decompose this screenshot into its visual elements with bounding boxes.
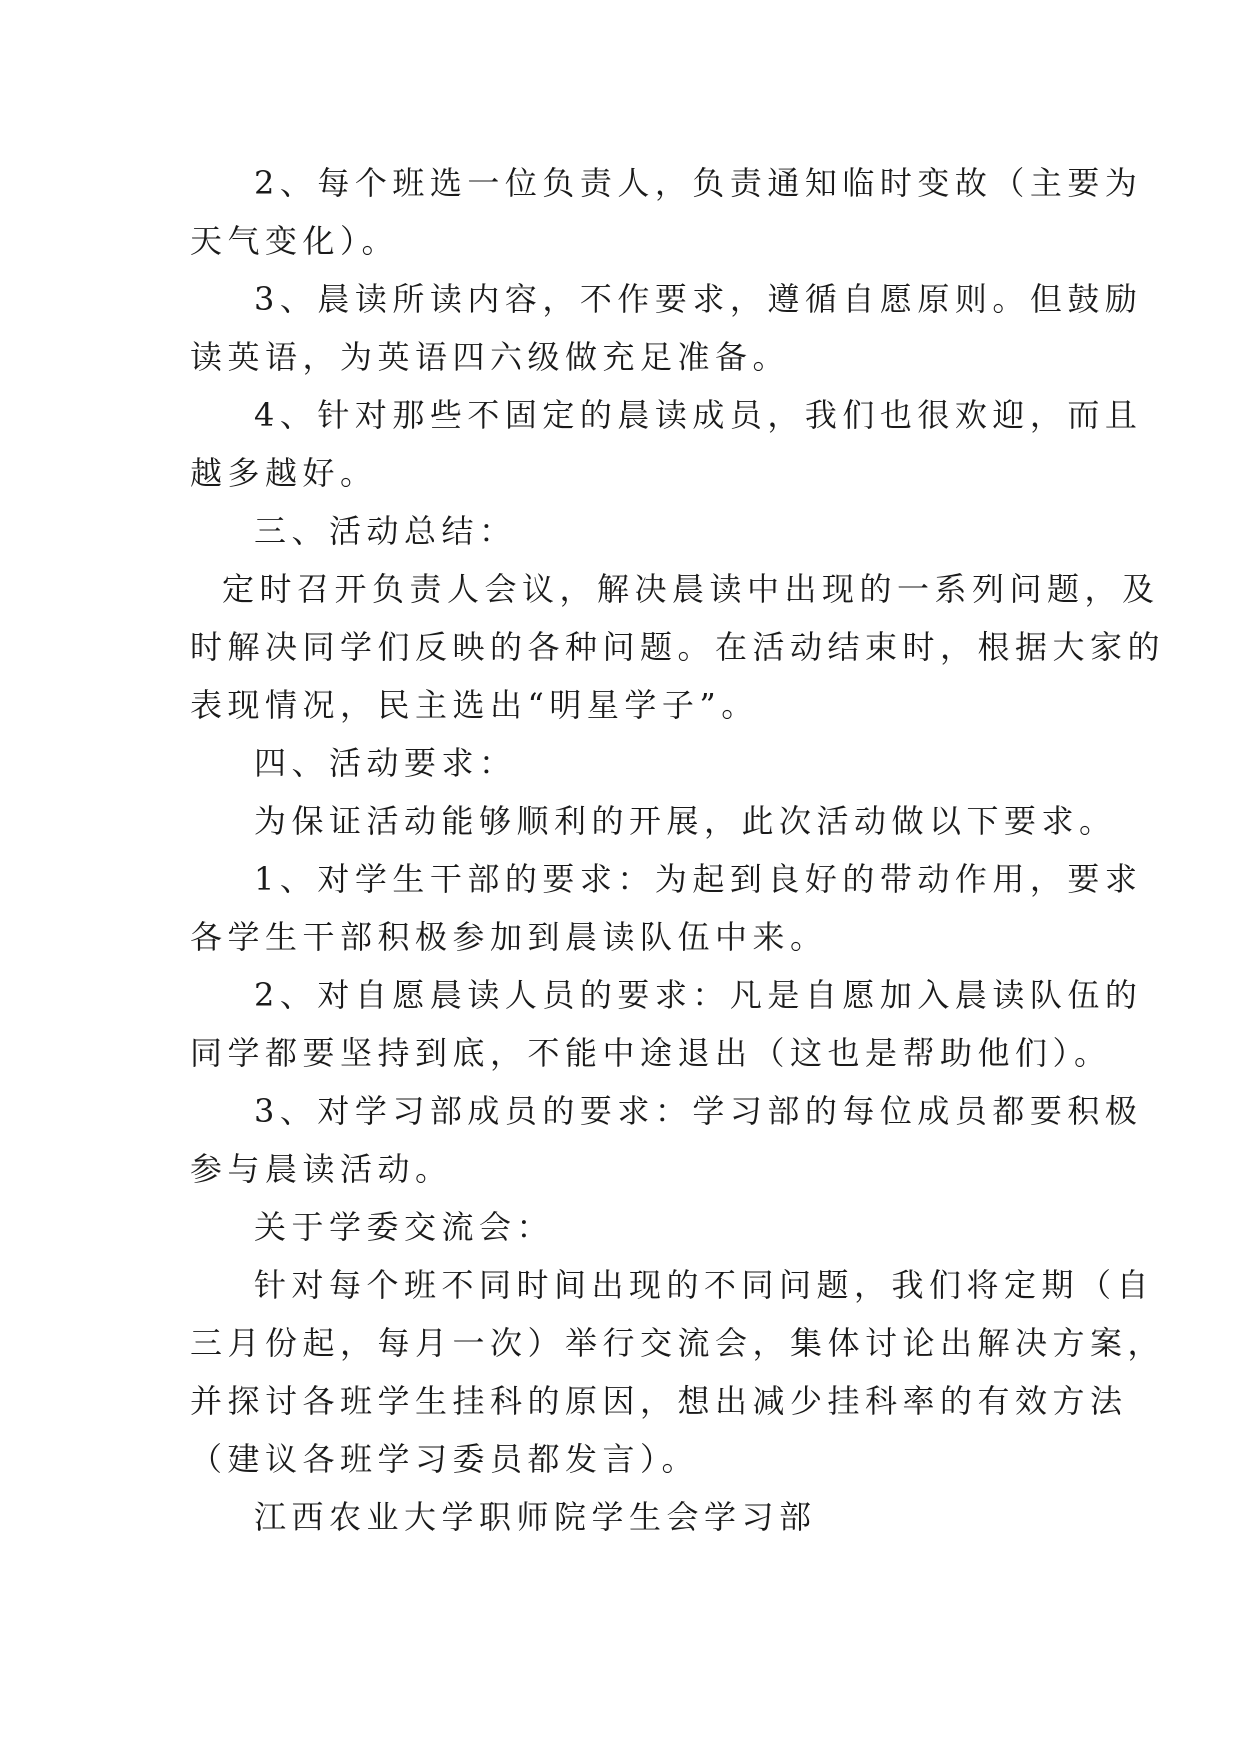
paragraph-line: 1、对学生干部的要求：为起到良好的带动作用，要求 [254,860,1143,898]
paragraph-line: （建议各班学习委员都发言）。 [190,1440,700,1478]
paragraph-line: 3、晨读所读内容，不作要求，遵循自愿原则。但鼓励 [254,280,1143,318]
paragraph-line: 参与晨读活动。 [190,1150,453,1188]
section-heading: 三、活动总结： [254,512,517,550]
section-heading: 四、活动要求： [254,744,517,782]
paragraph-line: 读英语，为英语四六级做充足准备。 [190,338,791,376]
section-heading: 关于学委交流会： [254,1208,555,1246]
paragraph-line: 定时召开负责人会议，解决晨读中出现的一系列问题，及 [222,570,1160,608]
paragraph-line: 各学生干部积极参加到晨读队伍中来。 [190,918,828,956]
paragraph-line: 时解决同学们反映的各种问题。在活动结束时，根据大家的 [190,628,1166,666]
paragraph-line: 越多越好。 [190,454,378,492]
paragraph-line: 三月份起，每月一次）举行交流会，集体讨论出解决方案， [190,1324,1166,1362]
paragraph-line: 3、对学习部成员的要求：学习部的每位成员都要积极 [254,1092,1143,1130]
paragraph-line: 2、每个班选一位负责人，负责通知临时变故（主要为 [254,164,1143,202]
signature-line: 江西农业大学职师院学生会学习部 [254,1498,817,1536]
paragraph-line: 表现情况，民主选出“明星学子”。 [190,686,759,724]
paragraph-line: 2、对自愿晨读人员的要求：凡是自愿加入晨读队伍的 [254,976,1143,1014]
paragraph-line: 并探讨各班学生挂科的原因，想出减少挂科率的有效方法 [190,1382,1128,1420]
paragraph-line: 4、针对那些不固定的晨读成员，我们也很欢迎，而且 [254,396,1143,434]
paragraph-line: 同学都要坚持到底，不能中途退出（这也是帮助他们）。 [190,1034,1112,1072]
paragraph-line: 为保证活动能够顺利的开展，此次活动做以下要求。 [254,802,1117,840]
paragraph-line: 天气变化）。 [190,222,400,260]
paragraph-line: 针对每个班不同时间出现的不同问题，我们将定期（自 [254,1266,1155,1304]
